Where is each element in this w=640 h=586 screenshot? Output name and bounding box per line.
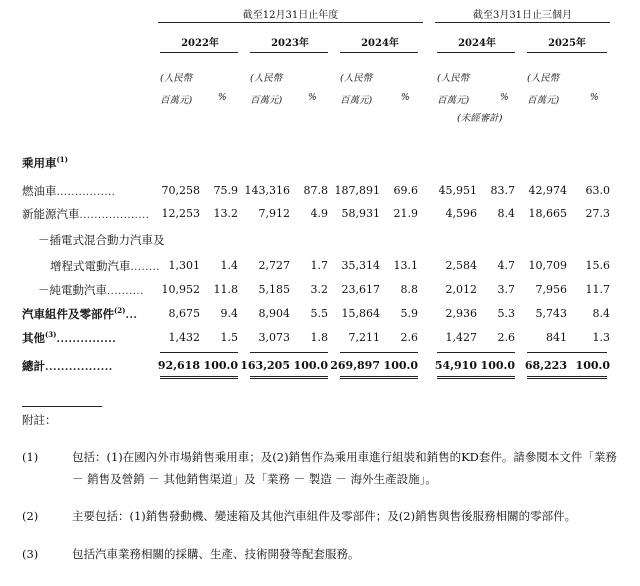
row-label: [22, 358, 113, 374]
percent-cell: 21.9: [393, 207, 418, 220]
leader-dots: ................: [56, 187, 116, 198]
row-label-text: 增程式電動汽車: [50, 259, 131, 273]
leader-dots: ...................: [79, 210, 150, 221]
percent-cell: 9.4: [220, 307, 238, 320]
footnote-number: (3): [22, 547, 39, 561]
percent-cell: 100.0: [575, 359, 610, 372]
row-label-text: 新能源汽車: [22, 207, 80, 221]
year-header-2024-q1: 2024年: [458, 38, 496, 49]
percent-cell: 63.0: [585, 184, 610, 197]
percent-cell: 100.0: [480, 359, 515, 372]
unit-label: (人民幣: [437, 73, 470, 84]
year-header-2022: 2022年: [181, 38, 219, 49]
header-group-quarter: 截至3月31日止三個月: [472, 10, 573, 21]
row-label: [22, 306, 137, 322]
leader-dots: ...............: [56, 334, 117, 345]
percent-cell: 8.4: [592, 307, 610, 320]
total-top-rule: [527, 352, 607, 353]
percent-cell: 4.9: [310, 207, 328, 220]
amount-cell: 15,864: [341, 307, 380, 320]
unit-label: 百萬元): [250, 95, 283, 106]
amount-cell: 18,665: [528, 207, 567, 220]
unit-label: (人民幣: [250, 73, 283, 84]
percent-cell: 3.7: [497, 283, 515, 296]
amount-cell: 10,952: [161, 283, 200, 296]
amount-cell: 58,931: [341, 207, 380, 220]
percent-cell: 3.2: [310, 283, 328, 296]
amount-cell: 42,974: [528, 184, 567, 197]
pct-label: %: [590, 93, 599, 103]
total-bottom-rule: [527, 376, 607, 379]
amount-cell: 2,584: [445, 259, 477, 272]
total-top-rule: [437, 352, 515, 353]
percent-cell: 8.8: [400, 283, 418, 296]
amount-cell: 35,314: [341, 259, 380, 272]
amount-cell: 12,253: [161, 207, 200, 220]
amount-cell: 5,743: [535, 307, 567, 320]
leader-dots: .................: [45, 362, 113, 373]
percent-cell: 4.7: [497, 259, 515, 272]
percent-cell: 100.0: [293, 359, 328, 372]
amount-cell: 1,427: [445, 331, 477, 344]
percent-cell: 100.0: [383, 359, 418, 372]
pct-label: %: [308, 93, 317, 103]
unit-label: (人民幣: [160, 73, 193, 84]
section-title: 乘用車$^{(1)}$: [22, 155, 68, 170]
footnote-separator: [22, 406, 102, 407]
pct-label: %: [218, 93, 227, 103]
footnote-number: (2): [22, 509, 39, 523]
amount-cell: 143,316: [244, 184, 290, 197]
row-label: [22, 183, 115, 199]
row-label: [38, 282, 144, 298]
percent-cell: 87.8: [303, 184, 328, 197]
amount-cell: 45,951: [438, 184, 477, 197]
leader-dots: ........: [130, 262, 160, 273]
percent-cell: 5.3: [497, 307, 515, 320]
percent-cell: 2.6: [400, 331, 418, 344]
percent-cell: 11.8: [213, 283, 238, 296]
amount-cell: 7,211: [348, 331, 380, 344]
percent-cell: 5.9: [400, 307, 418, 320]
total-bottom-rule: [160, 376, 238, 379]
amount-cell: 8,675: [168, 307, 200, 320]
amount-cell: 2,727: [258, 259, 290, 272]
footnote-title: 附註：: [22, 413, 57, 427]
row-label-text: 燃油車: [22, 184, 57, 198]
percent-cell: 1.7: [310, 259, 328, 272]
percent-cell: 1.4: [220, 259, 238, 272]
total-bottom-rule: [437, 376, 515, 379]
unit-label: 百萬元): [527, 95, 560, 106]
pct-label: %: [500, 93, 509, 103]
percent-cell: 69.6: [393, 184, 418, 197]
amount-cell: 187,891: [334, 184, 380, 197]
amount-cell: 2,936: [445, 307, 477, 320]
year-rule: [437, 52, 515, 53]
row-label-text: －純電動汽車: [38, 283, 107, 297]
year-rule: [527, 52, 607, 53]
percent-cell: 8.4: [497, 207, 515, 220]
row-label-text: －插電式混合動力汽車及: [38, 233, 165, 247]
row-footnote-ref: (3): [45, 330, 57, 340]
amount-cell: 10,709: [528, 259, 567, 272]
percent-cell: 13.1: [393, 259, 418, 272]
row-label: [22, 206, 149, 222]
total-top-rule: [250, 352, 328, 353]
footnote-text: 包括：(1)在國內外市場銷售乘用車；及(2)銷售作為乘用車進行組裝和銷售的KD套件。請參閱本文件「業務 － 銷售及營銷 － 其他銷售渠道」及「業務 － 製造 － 海外生產設施」。: [72, 450, 617, 486]
unit-label: 百萬元): [437, 95, 470, 106]
row-footnote-ref: (2): [114, 306, 126, 316]
unit-label: (人民幣: [340, 73, 373, 84]
amount-cell: 1,432: [168, 331, 200, 344]
header-group-annual-rule: [158, 22, 423, 23]
row-label: [38, 232, 165, 248]
percent-cell: 83.7: [490, 184, 515, 197]
total-top-rule: [340, 352, 418, 353]
unit-label: (人民幣: [527, 73, 560, 84]
percent-cell: 2.6: [497, 331, 515, 344]
percent-cell: 1.3: [592, 331, 610, 344]
amount-cell: 54,910: [434, 359, 477, 372]
year-header-2023: 2023年: [271, 38, 309, 49]
year-rule: [160, 52, 238, 53]
amount-cell: 5,185: [258, 283, 290, 296]
year-rule: [250, 52, 328, 53]
percent-cell: 15.6: [585, 259, 610, 272]
percent-cell: 1.5: [220, 331, 238, 344]
leader-dots: ..........: [107, 286, 144, 297]
percent-cell: 75.9: [213, 184, 238, 197]
total-top-rule: [160, 352, 238, 353]
amount-cell: 7,956: [535, 283, 567, 296]
footnote-number: (1): [22, 450, 39, 464]
amount-cell: 68,223: [524, 359, 567, 372]
unit-label: 百萬元): [160, 95, 193, 106]
leader-dots: ...: [125, 310, 138, 321]
amount-cell: 7,912: [258, 207, 290, 220]
header-group-quarter-rule: [435, 22, 610, 23]
footnote-text: 主要包括：(1)銷售發動機、變速箱及其他汽車組件及零部件；及(2)銷售與售後服務相關的零部件。: [72, 509, 577, 523]
amount-cell: 2,012: [445, 283, 477, 296]
footnote-text: 包括汽車業務相關的採購、生產、技術開發等配套服務。: [72, 547, 360, 561]
percent-cell: 11.7: [585, 283, 610, 296]
amount-cell: 70,258: [161, 184, 200, 197]
total-bottom-rule: [250, 376, 328, 379]
row-label-text: 汽車組件及零部件: [22, 307, 114, 321]
year-header-2025-q1: 2025年: [548, 38, 586, 49]
percent-cell: 5.5: [310, 307, 328, 320]
amount-cell: 4,596: [445, 207, 477, 220]
row-label-text: 其他: [22, 331, 45, 345]
percent-cell: 27.3: [585, 207, 610, 220]
amount-cell: 23,617: [341, 283, 380, 296]
amount-cell: 163,205: [240, 359, 290, 372]
percent-cell: 13.2: [213, 207, 238, 220]
amount-cell: 841: [546, 331, 567, 344]
year-rule: [340, 52, 418, 53]
header-group-annual: 截至12月31日止年度: [242, 10, 339, 21]
amount-cell: 3,073: [258, 331, 290, 344]
unaudited-label: (未經審計): [457, 113, 503, 124]
pct-label: %: [401, 93, 410, 103]
total-bottom-rule: [340, 376, 418, 379]
year-header-2024: 2024年: [361, 38, 399, 49]
amount-cell: 269,897: [330, 359, 380, 372]
section-footnote-ref: (1): [56, 155, 68, 165]
percent-cell: 1.8: [310, 331, 328, 344]
percent-cell: 100.0: [203, 359, 238, 372]
amount-cell: 1,301: [168, 259, 200, 272]
amount-cell: 92,618: [157, 359, 200, 372]
amount-cell: 8,904: [258, 307, 290, 320]
row-label-text: 總計: [22, 359, 45, 373]
row-label: [22, 330, 116, 346]
unit-label: 百萬元): [340, 95, 373, 106]
